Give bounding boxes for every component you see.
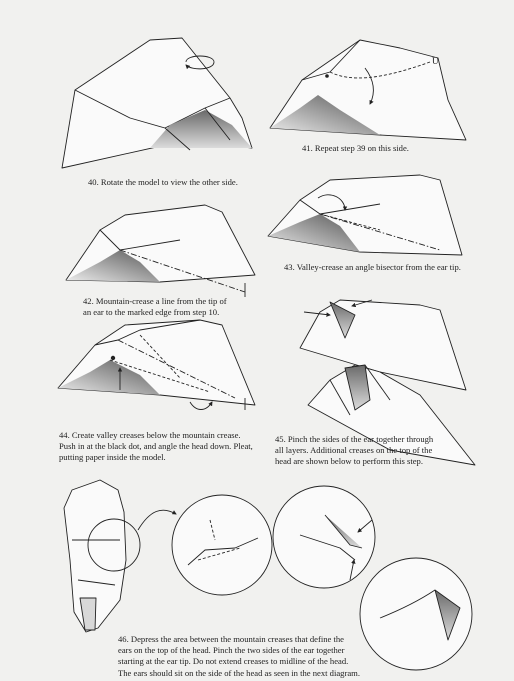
step-42-figure — [66, 205, 255, 297]
zoom-circle-2 — [172, 495, 272, 595]
step-40-model-outline — [62, 38, 252, 168]
angle-arrow — [190, 402, 212, 410]
step-43-caption: 43. Valley-crease an angle bisector from the ear tip. — [284, 262, 461, 272]
step-43-model-outline — [268, 175, 462, 255]
black-dot — [111, 356, 115, 360]
zoom-arrow — [138, 510, 176, 530]
step-42-caption: 42. Mountain-crease a line from the tip of an ear to the marked edge from step 10. — [83, 296, 227, 318]
step-40-figure — [62, 38, 252, 168]
step-40-caption: 40. Rotate the model to view the other side. — [88, 177, 238, 187]
step-45-caption: 45. Pinch the sides of the ear together through all layers. Additional creases on the top of the head are shown below to perform this step. — [275, 434, 434, 467]
step-43-figure — [268, 175, 462, 255]
step-46-caption: 46. Depress the area between the mountain creases that define the ears on the top of the head. Pinch the two sides of the ear together starting at the ear tip. Do not extend creases to midline of the head. The ears should sit on the side of the head as seen in the next diagram. — [118, 634, 360, 678]
step-44-caption: 44. Create valley creases below the mountain crease. Push in at the black dot, and angle the head down. Pleat, putting paper inside the model. — [59, 430, 253, 463]
step-41-caption: 41. Repeat step 39 on this side. — [302, 143, 409, 153]
point-u-label: U — [432, 56, 439, 66]
zoom-circle-3 — [273, 486, 375, 588]
step-41-figure — [270, 40, 466, 140]
step-44-figure — [58, 320, 255, 410]
